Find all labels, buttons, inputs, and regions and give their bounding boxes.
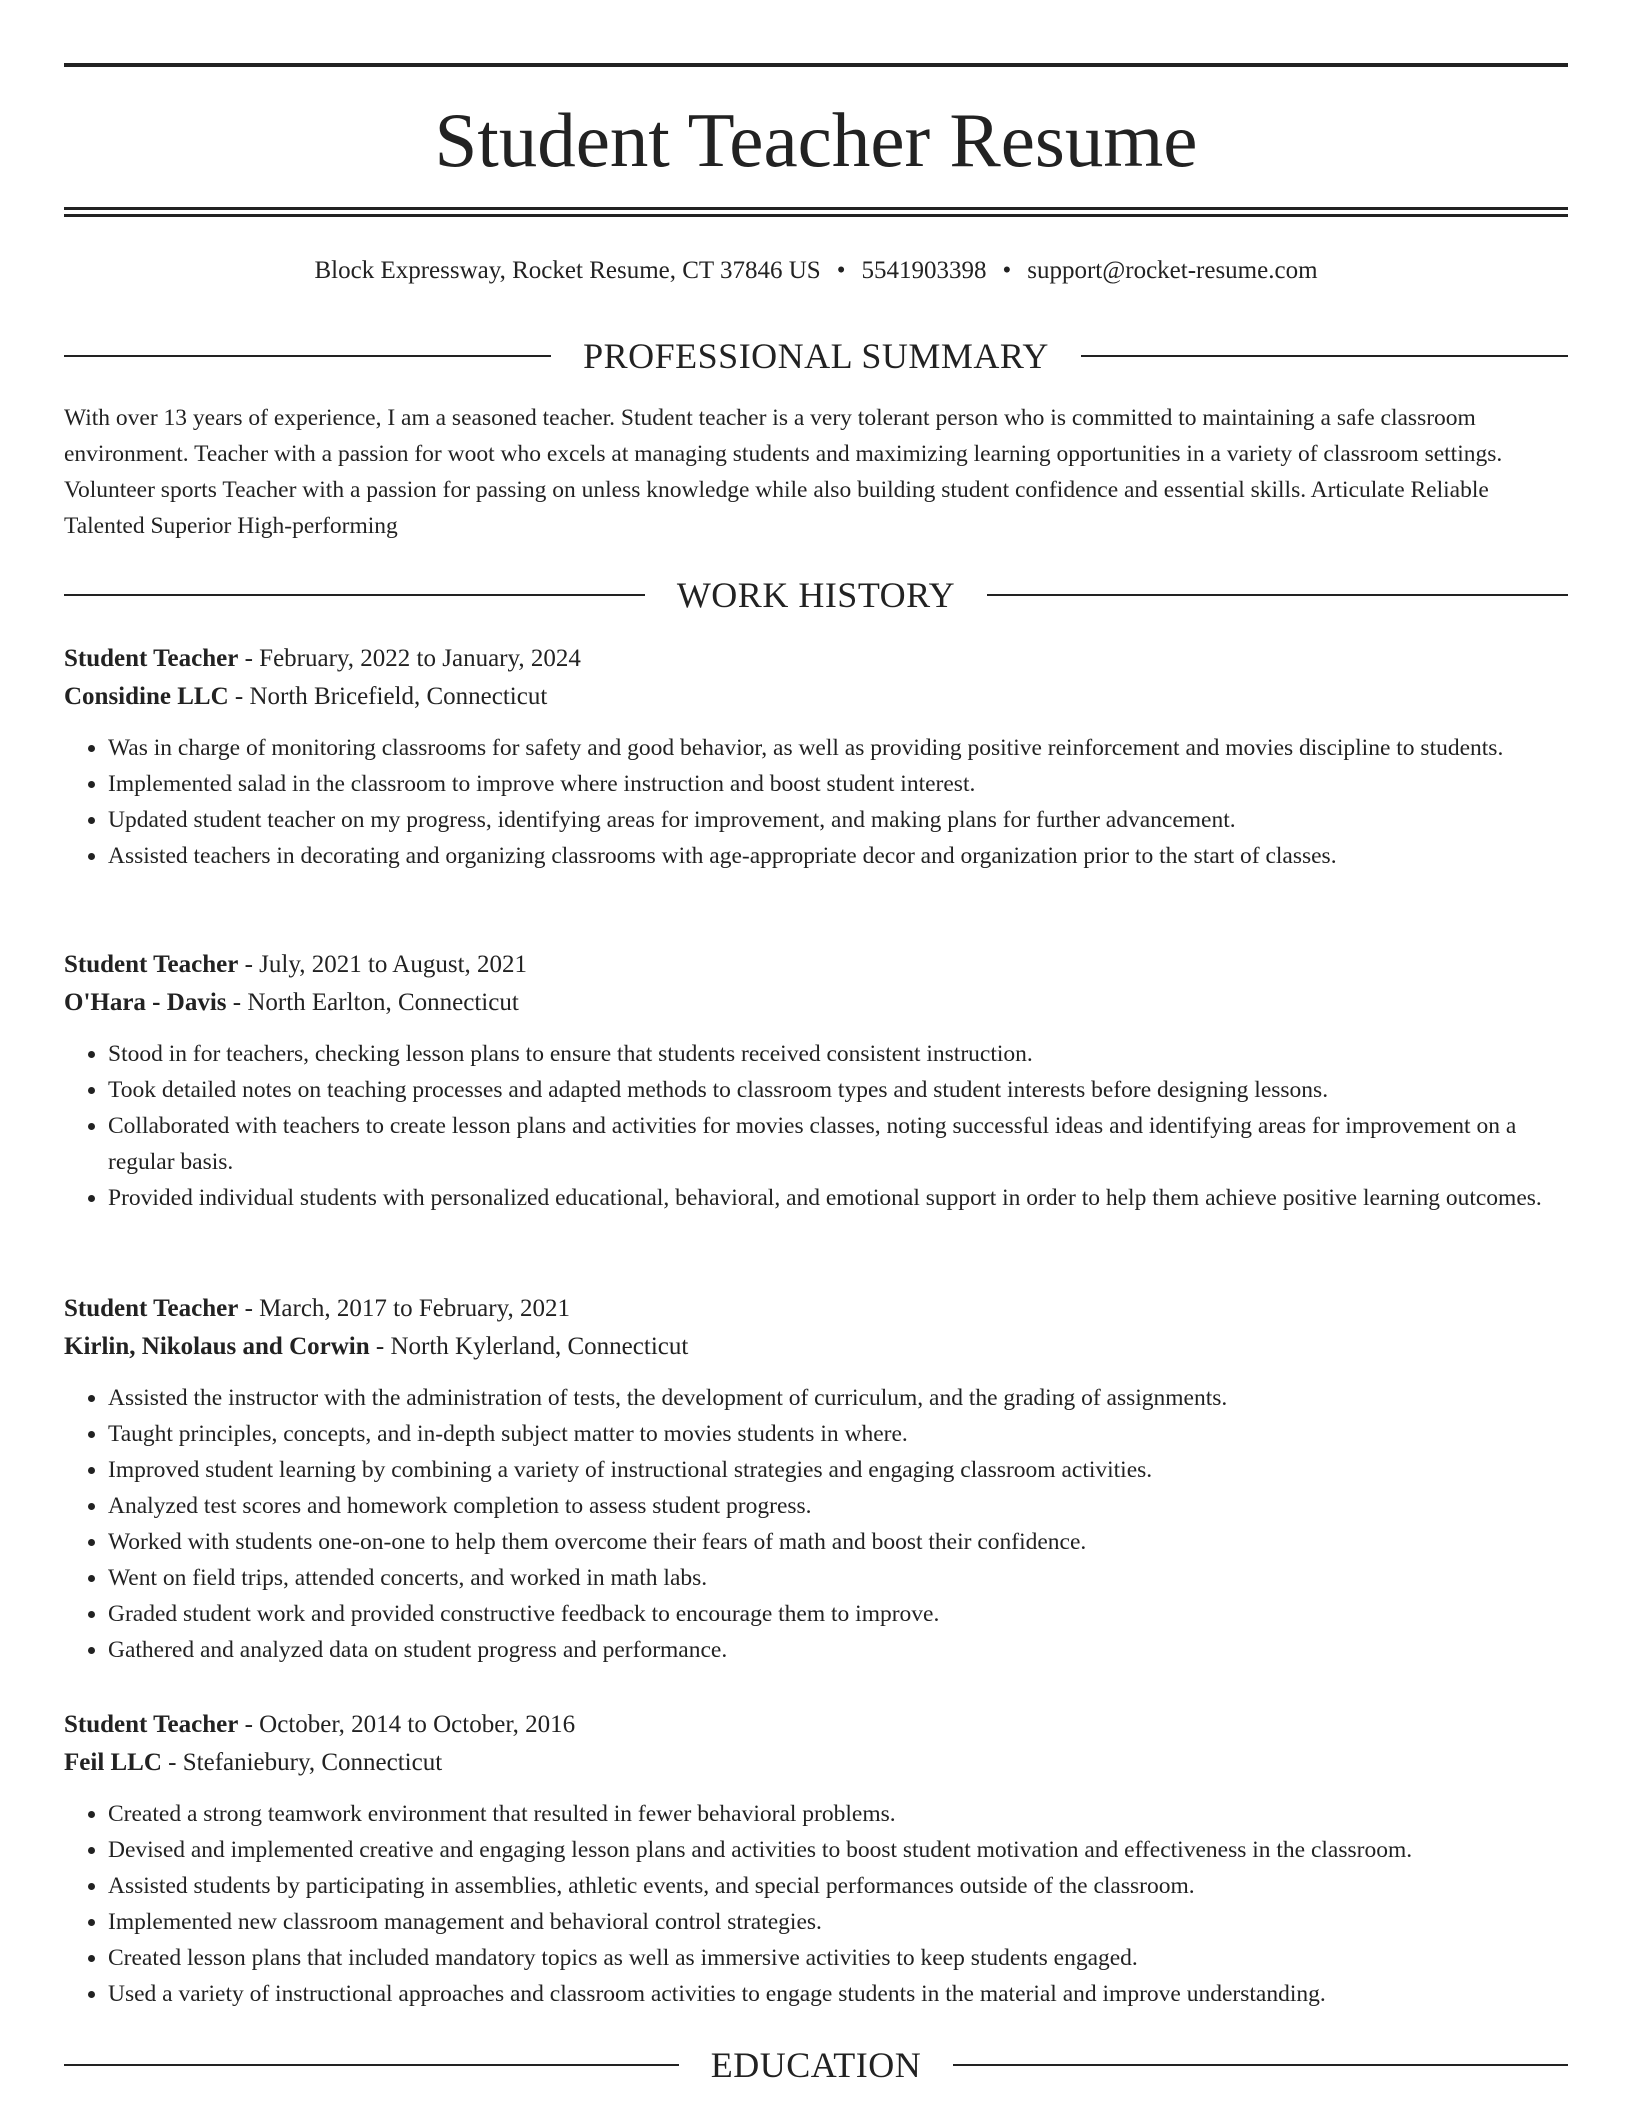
- title-double-rule-upper: [64, 207, 1568, 210]
- section-heading-work-history: [64, 573, 1568, 617]
- job-title-line: [64, 946, 1568, 984]
- job-bullet: • Taught principles, concepts, and in-depth subject matter to movies students in where.: [108, 1416, 1568, 1452]
- summary-section: [64, 400, 1568, 544]
- section-title: WORK HISTORY: [676, 575, 956, 615]
- job-location: - Stefaniebury, Connecticut: [161, 1749, 443, 1776]
- job-bullet: • Used a variety of instructional approaches and classroom activities to engage students in the material and improve understanding.: [108, 1976, 1568, 2012]
- job-bullet: • Stood in for teachers, checking lesson plans to ensure that students received consistent instruction.: [108, 1036, 1568, 1072]
- summary-text: With over 13 years of experience, I am a seasoned teacher. Student teacher is a very tolerant person who is committed to maintaining a safe classroom environment. Teacher with a passion for woot who excels at managing students and maximizing learning opportunities in a variety of classroom settings. Volunteer sports Teacher with a passion for passing on unless knowledge while also building student confidence and essential skills. Articulate Reliable Talented Superior High-performing: [64, 405, 1503, 539]
- contact-separator: •: [1002, 257, 1012, 284]
- top-rule: [64, 63, 1568, 67]
- job-entry: [64, 1290, 1568, 1668]
- heading-rule-left: [64, 2064, 679, 2066]
- job-bullets: [64, 1036, 1568, 1216]
- job-dates: - October, 2014 to October, 2016: [238, 1711, 576, 1738]
- job-bullet: • Assisted students by participating in assemblies, athletic events, and special performances outside of the classroom.: [108, 1868, 1568, 1904]
- job-bullet: • Assisted teachers in decorating and organizing classrooms with age-appropriate decor and organization prior to the start of classes.: [108, 838, 1568, 874]
- contact-line: [64, 254, 1568, 288]
- job-bullet: • Implemented salad in the classroom to improve where instruction and boost student interest.: [108, 766, 1568, 802]
- section-title: EDUCATION: [710, 2045, 922, 2085]
- heading-rule-right: [987, 594, 1568, 596]
- heading-rule-right: [953, 2064, 1568, 2066]
- job-dates: - February, 2022 to January, 2024: [238, 645, 581, 672]
- job-company: Feil LLC: [64, 1749, 162, 1776]
- page-title: Student Teacher Resume: [434, 97, 1198, 183]
- job-title-line: [64, 1290, 1568, 1328]
- job-location: - North Earlton, Connecticut: [226, 989, 519, 1016]
- job-title-line: [64, 1706, 1568, 1744]
- heading-rule-left: [64, 355, 551, 357]
- job-bullet: • Worked with students one-on-one to help them overcome their fears of math and boost their confidence.: [108, 1524, 1568, 1560]
- job-location: - North Bricefield, Connecticut: [228, 683, 548, 710]
- job-bullet: • Updated student teacher on my progress, identifying areas for improvement, and making plans for further advancement.: [108, 802, 1568, 838]
- job-bullet: • Went on field trips, attended concerts, and worked in math labs.: [108, 1560, 1568, 1596]
- job-entry: [64, 1706, 1568, 2012]
- job-bullet: • Provided individual students with personalized educational, behavioral, and emotional support in order to help them achieve positive learning outcomes.: [108, 1180, 1568, 1216]
- job-bullet: • Was in charge of monitoring classrooms for safety and good behavior, as well as providing positive reinforcement and movies discipline to students.: [108, 730, 1568, 766]
- job-title: Student Teacher: [64, 951, 239, 978]
- job-bullets: [64, 1796, 1568, 2012]
- job-company-line: [64, 678, 1568, 716]
- job-company: Kirlin, Nikolaus and Corwin: [64, 1333, 370, 1360]
- title-double-rule-lower: [64, 214, 1568, 217]
- job-company-line: [64, 1744, 1568, 1782]
- heading-rule-right: [1081, 355, 1568, 357]
- job-title: Student Teacher: [64, 645, 239, 672]
- heading-rule-left: [64, 594, 645, 596]
- contact-separator: •: [836, 257, 846, 284]
- job-company: Considine LLC: [64, 683, 229, 710]
- job-bullet: • Devised and implemented creative and engaging lesson plans and activities to boost student motivation and effectiveness in the classroom.: [108, 1832, 1568, 1868]
- job-bullet: • Collaborated with teachers to create lesson plans and activities for movies classes, noting successful ideas and identifying areas for improvement on a regular basis.: [108, 1108, 1568, 1180]
- job-company-line: [64, 984, 1568, 1022]
- job-title: Student Teacher: [64, 1711, 239, 1738]
- job-bullet: • Improved student learning by combining a variety of instructional strategies and engaging classroom activities.: [108, 1452, 1568, 1488]
- job-bullets: [64, 730, 1568, 874]
- job-title-line: [64, 640, 1568, 678]
- job-dates: - March, 2017 to February, 2021: [238, 1295, 570, 1322]
- job-bullet: • Assisted the instructor with the administration of tests, the development of curriculum, and the grading of assignments.: [108, 1380, 1568, 1416]
- job-bullet: • Created lesson plans that included mandatory topics as well as immersive activities to keep students engaged.: [108, 1940, 1568, 1976]
- section-heading-education: [64, 2043, 1568, 2087]
- job-company: O'Hara - Davis: [64, 989, 227, 1016]
- job-entry: [64, 640, 1568, 874]
- section-heading-summary: [64, 334, 1568, 378]
- job-bullet: • Created a strong teamwork environment that resulted in fewer behavioral problems.: [108, 1796, 1568, 1832]
- job-company-line: [64, 1328, 1568, 1366]
- section-title: PROFESSIONAL SUMMARY: [583, 336, 1049, 376]
- contact-phone: 5541903398: [861, 257, 987, 284]
- job-bullet: • Graded student work and provided constructive feedback to encourage them to improve.: [108, 1596, 1568, 1632]
- job-bullets: [64, 1380, 1568, 1668]
- job-bullet: • Gathered and analyzed data on student progress and performance.: [108, 1632, 1568, 1668]
- contact-address: Block Expressway, Rocket Resume, CT 37846 US: [314, 257, 821, 284]
- job-entry: [64, 946, 1568, 1216]
- job-bullet: • Took detailed notes on teaching processes and adapted methods to classroom types and student interests before designing lessons.: [108, 1072, 1568, 1108]
- job-title: Student Teacher: [64, 1295, 239, 1322]
- contact-email: support@rocket-resume.com: [1027, 257, 1318, 284]
- job-dates: - July, 2021 to August, 2021: [238, 951, 528, 978]
- job-bullet: • Implemented new classroom management and behavioral control strategies.: [108, 1904, 1568, 1940]
- job-location: - North Kylerland, Connecticut: [369, 1333, 689, 1360]
- job-bullet: • Analyzed test scores and homework completion to assess student progress.: [108, 1488, 1568, 1524]
